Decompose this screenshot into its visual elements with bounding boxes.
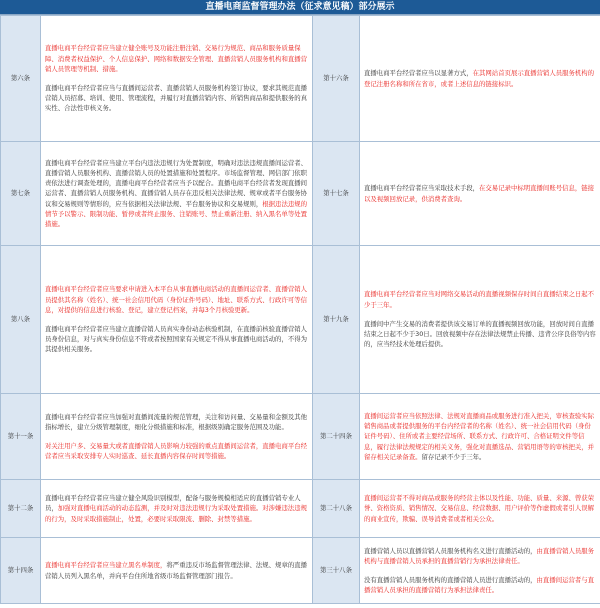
highlighted-clause: 直播电商平台经营者应当要求申请进入本平台从事直播电商活动的直播间运营者、直播营销人员提供其名称（姓名）、统一社会信用代码（身份证件号码）、地址、联系方式、行政许可等信息，对提供的信息进行核验、登记，建立登记档案，并每3个月核验更新。 (45, 285, 308, 314)
table-row (1, 538, 600, 604)
article-label-right: 第二十四条 (313, 394, 360, 480)
clause-text: 直播电商平台经营者应当以显著方式， (364, 69, 473, 78)
table-row (1, 480, 600, 538)
highlighted-clause: 由直播营销人员服务机构与直播营销人员承担的直播营销行为承担法律责任。 (364, 546, 595, 565)
clause-text: 直播电商平台经营者应当与直播间运营者、直播营销人员服务机构签订协议，要求其规范直播营销人员招募、培训、使用、管理流程，并履行对直播营销内容、所销售商品和提供服务的真实性、合法性审核义务。 (45, 84, 308, 113)
highlighted-clause: 在其网站首页展示直播营销人员服务机构的登记注册名称和所在省市，或者上述信息的链接标识。 (364, 69, 595, 88)
article-paragraph (45, 560, 308, 580)
article-content-left (41, 16, 313, 142)
article-paragraph (364, 68, 596, 88)
regulation-table (0, 15, 600, 604)
article-paragraph (45, 324, 308, 355)
clause-text: 直播营销人员以直播营销人员服务机构名义进行直播活动的， (364, 546, 537, 555)
article-label-left: 第十一条 (1, 394, 41, 480)
article-label-right: 第十六条 (313, 16, 360, 142)
article-label-left: 第十四条 (1, 538, 41, 604)
table-row (1, 142, 600, 246)
article-paragraph (364, 546, 596, 566)
article-content-right (360, 246, 600, 394)
article-paragraph (45, 83, 308, 114)
article-label-left: 第七条 (1, 142, 41, 246)
clause-text: 将严重违反市场监督管理法律、法规、规章的直播营销人员列入黑名单，并向平台住所地省级市场监督管理部门报告。 (45, 561, 308, 580)
article-content-right (360, 16, 600, 142)
clause-text: 没有直播营销人员服务机构的直播营销人员进行直播活动的， (364, 576, 537, 584)
page-title: 直播电商监督管理办法（征求意见稿）部分展示 (0, 0, 600, 15)
clause-text: 直播电商平台经营者应当建立健全风险识别模型，配备与服务规模相适应的直播营销专业人员， (45, 494, 301, 513)
article-paragraph (45, 158, 308, 229)
highlighted-clause: 加强对直播电商活动的动态监测，并及时对违法违规行为采取处置措施。对涉嫌违法违规的行为，及时采取措施制止，处置，必要时采取限流、删除、封禁等措施。 (45, 504, 308, 523)
highlighted-clause: 直播电商平台经营者应当建立健全账号及功能注册注销、交易行为规范、商品和服务质量保障、消费者权益保护、个人信息保护、网络和数据安全管理、直播营销人员服务机构和直播营销人员管理等机制、措施。 (45, 44, 308, 73)
highlighted-clause: 由直播间运营者与直播营销人员承担的直播营销行为承担法律责任。 (364, 576, 595, 595)
article-content-left (41, 142, 313, 246)
article-paragraph (45, 43, 308, 74)
article-label-left: 第八条 (1, 246, 41, 394)
article-paragraph (364, 575, 596, 595)
highlighted-clause: 直播间运营者不得对商品或服务的经营主体以及性能、功能、质量、来源、曾获荣誉、资格资质、销售情况、交易信息、经营数据、用户评价等作虚假或者引人误解的商业宣传，欺骗、误导消费者或者相关公众。 (364, 494, 595, 523)
article-label-left: 第十二条 (1, 480, 41, 538)
highlighted-clause: 直播电商平台经营者应当对网络交易活动的直播视频保存时间自直播结束之日起不少于三年。 (364, 290, 595, 309)
clause-text: 直播间中产生交易的消费者提供该交易订单的直播视频回放功能，回放时间自直播结束之日起不少于30日。回放视频中存在法律法规禁止传播、违背公序良俗等内容的，应当经技术处理后提供。 (364, 319, 596, 349)
article-label-right: 第二十八条 (313, 480, 360, 538)
clause-text: 直播电商平台经营者应当建立平台内违法违规行为处置制度，明确对违法违规直播间运营者、直播营销人员服务机构、直播营销人员的处置措施和处置程序。市场监督管理、网信部门依职责依法进行调查处理的，直播电商平台经营者应当予以配合。直播电商平台经营者发现直播间运营者、直播营销人员服务机构、直播营销人员存在违反相关法律法规、规章或者平台服务协议和交易规则等情形的，应当依据相关法律法规、平台服务协议和交易规则， (45, 158, 308, 208)
article-label-left: 第六条 (1, 16, 41, 142)
clause-text: 直播电商平台经营者应当建立直播营销人员真实身份动态核验机制，在直播前核验直播营销人员身份信息，对与真实身份信息不符或者按照国家有关规定不得从事直播电商活动的，不得为其提供相关服务。 (45, 325, 308, 354)
highlighted-clause: 直播电商平台经营者应当建立黑名单制度， (45, 561, 167, 570)
clause-text: 直播电商平台经营者应当加强对直播间流量的规范管理，关注和访问量、交易量和金额及其他指标增长，建立分级管理制度，细化分级措施和标准，根据级别确定服务范围及功能。 (45, 412, 308, 431)
article-content-right (360, 538, 600, 604)
article-content-right (360, 480, 600, 538)
article-paragraph (364, 411, 596, 462)
article-paragraph (45, 412, 308, 432)
clause-text: 直播电商平台经营者应当采取技术手段， (364, 184, 480, 193)
table-row (1, 246, 600, 394)
article-paragraph (45, 441, 308, 461)
article-paragraph (364, 319, 596, 350)
article-paragraph (364, 289, 596, 309)
article-content-left (41, 246, 313, 394)
clause-text: 留存记录不少于三年。 (421, 452, 486, 461)
table-row (1, 394, 600, 480)
article-paragraph (364, 183, 596, 203)
article-content-left (41, 480, 313, 538)
article-content-right (360, 394, 600, 480)
article-label-right: 第十七条 (313, 142, 360, 246)
article-paragraph (45, 284, 308, 315)
highlighted-clause: 根据违法违规的情节予以警示、限制功能、暂停或者终止服务、注销账号、禁止重新注册、纳入黑名单等处置措施。 (45, 199, 308, 228)
highlighted-clause: 对关注用户多、交易量大或者直播营销人员影响力较强的重点直播间运营者，直播电商平台经营者应当采取安排专人实时巡查、延长直播内容保存时间等措施。 (45, 442, 308, 461)
article-paragraph (364, 493, 596, 524)
article-label-right: 第三十八条 (313, 538, 360, 604)
article-content-left (41, 394, 313, 480)
highlighted-clause: 直播间运营者应当依照法律、法规对直播商品或服务进行准入把关，审核查验实际销售商品或者提供服务的平台内经营者的名称（姓名）、统一社会信用代码（身份证件号码）、住所或者主要经营场所、联系方式、行政许可、合格证明文件等信息，履行法律法规规定的相关义务，强化对直播选品、营销用语等的审核把关，并留存相关记录备查。 (364, 411, 595, 461)
article-paragraph (45, 493, 308, 524)
table-row (1, 16, 600, 142)
article-content-left (41, 538, 313, 604)
article-label-right: 第十九条 (313, 246, 360, 394)
highlighted-clause: 在交易记录中标明直播间账号信息，链接以及视频回放记录，供消费者查询。 (364, 184, 595, 203)
article-content-right (360, 142, 600, 246)
